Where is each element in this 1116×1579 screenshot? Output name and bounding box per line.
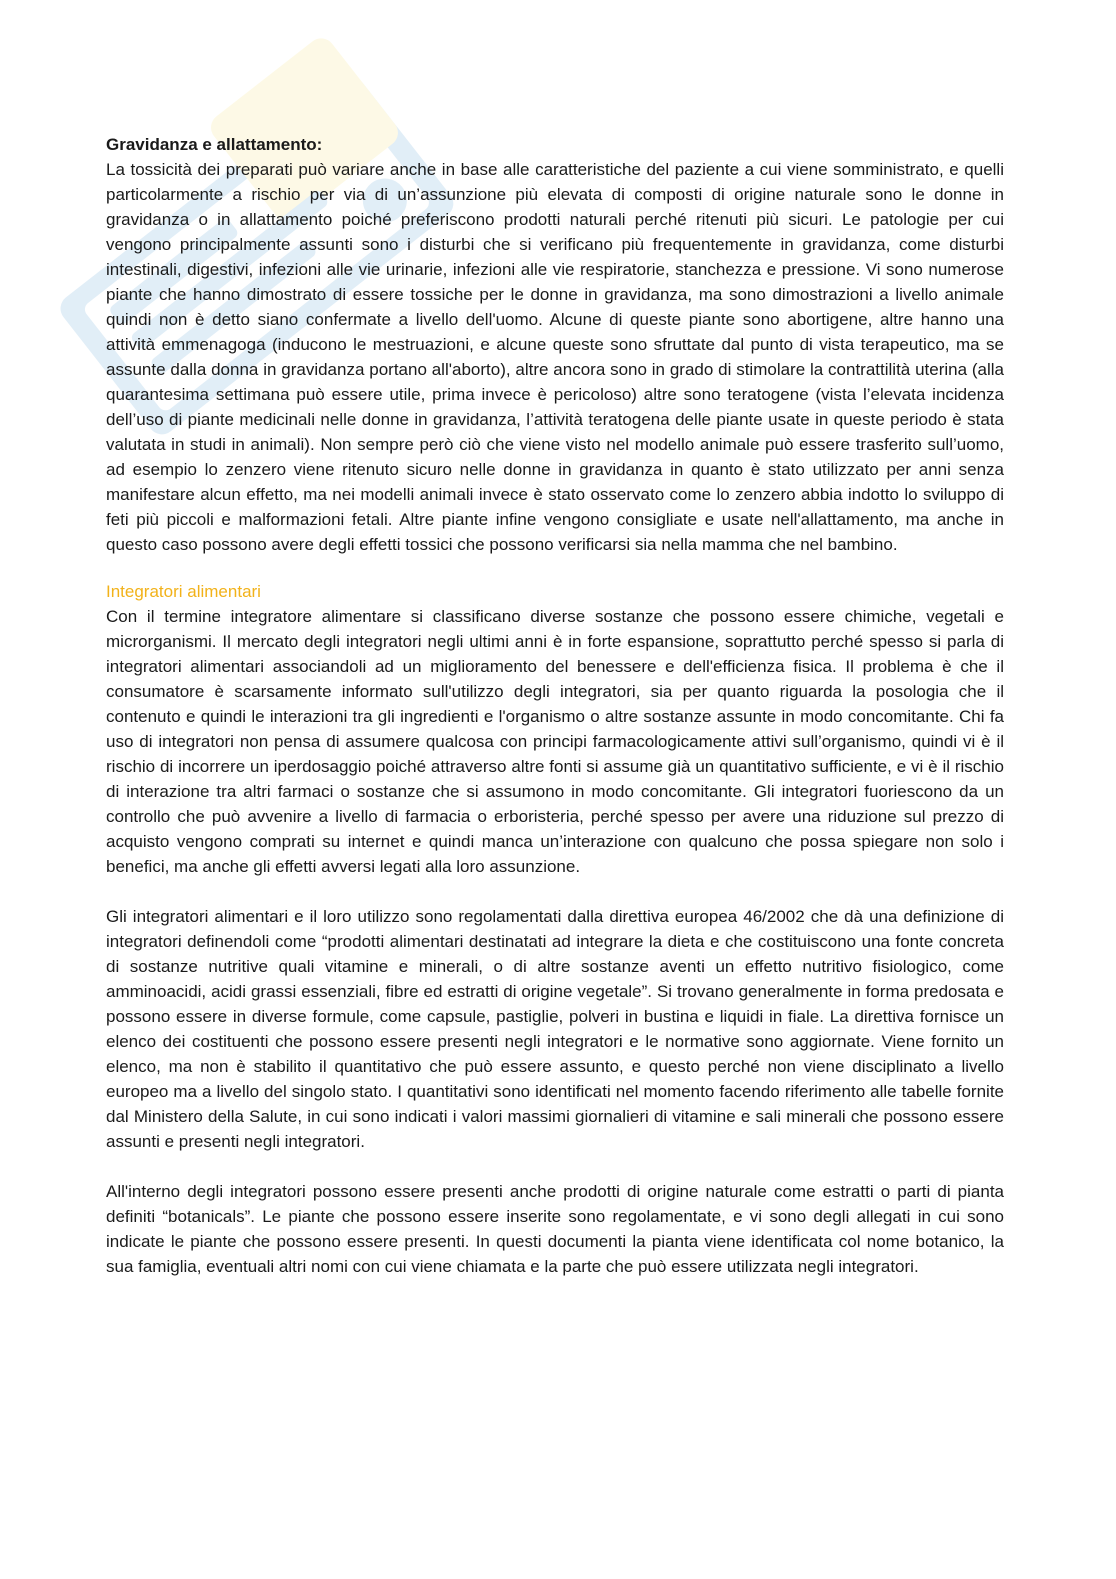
paragraph-supplements-1: Con il termine integratore alimentare si classificano diverse sostanze che possono essere chimiche, vegetali e microrganismi. Il mercato degli integratori negli ultimi anni è in forte espansione, soprattutto perché spesso si parla di integratori alimentari associandoli ad un miglioramento del benessere e dell'efficienza fisica. Il problema è che il consumatore è scarsamente informato sull'utilizzo degli integratori, sia per quanto riguarda la posologia che il contenuto e quindi le interazioni tra gli ingredienti e l'organismo o altre sostanze assunte in modo concomitante. Chi fa uso di integratori non pensa di assumere qualcosa con principi farmacologicamente attivi sull’organismo, quindi vi è il rischio di incorrere un iperdosaggio poiché attraverso altre fonti si assume già un quantitativo sufficiente, e vi è il rischio di interazione tra altri farmaci o sostanze che si assumono in modo concomitante. Gli integratori fuoriescono da un controllo che può avvenire a livello di farmacia o erboristeria, perché spesso per avere una riduzione sul prezzo di acquisto vengono comprati su internet e quindi manca un’interazione con qualcuno che possa spiegare non solo i benefici, ma anche gli effetti avversi legati alla loro assunzione.: [106, 607, 1004, 876]
spacer: [106, 1154, 1004, 1179]
paragraph-supplements-3: All'interno degli integratori possono essere presenti anche prodotti di origine naturale come estratti o parti di pianta definiti “botanicals”. Le piante che possono essere inserite sono regolamentate, e vi sono degli allegati in cui sono indicate le piante che possono essere presenti. In questi documenti la pianta viene identificata col nome botanico, la sua famiglia, eventuali altri nomi con cui viene chiamata e la parte che può essere utilizzata negli integratori.: [106, 1182, 1004, 1276]
paragraph-supplements-2: Gli integratori alimentari e il loro utilizzo sono regolamentati dalla direttiva europea 46/2002 che dà una definizione di integratori definendoli come “prodotti alimentari destinatati ad integrare la dieta e che costituiscono una fonte concreta di sostanze nutritive quali vitamine e minerali, o di altre sostanze aventi un effetto nutritivo fisiologico, come amminoacidi, acidi grassi essenziali, fibre ed estratti di origine vegetale”. Si trovano generalmente in forma predosata e possono essere in diverse formule, come capsule, pastiglie, polveri in bustina e liquidi in fiale. La direttiva fornisce un elenco dei costituenti che possono essere presenti negli integratori e le normative sono aggiornate. Viene fornito un elenco, ma non è stabilito il quantitativo che può essere assunto, e questo perché non viene disciplinato a livello europeo ma a livello del singolo stato. I quantitativi sono identificati nel momento facendo riferimento alle tabelle fornite dal Ministero della Salute, in cui sono indicati i valori massimi giornalieri di vitamine e sali minerali che possono essere assunti e presenti negli integratori.: [106, 907, 1004, 1151]
spacer: [106, 557, 1004, 579]
section-title-supplements: Integratori alimentari: [106, 582, 261, 601]
document-page: [106, 132, 1004, 1279]
section-title-pregnancy: Gravidanza e allattamento:: [106, 135, 323, 154]
paragraph-pregnancy: La tossicità dei preparati può variare anche in base alle caratteristiche del paziente a cui viene somministrato, e quelli particolarmente a rischio per via di un’assunzione più elevata di composti di origine naturale sono le donne in gravidanza o in allattamento poiché preferiscono prodotti naturali perché ritenuti più sicuri. Le patologie per cui vengono principalmente assunti sono i disturbi che si verificano più frequentemente in gravidanza, come disturbi intestinali, digestivi, infezioni alle vie urinarie, infezioni alle vie respiratorie, stanchezza e pressione. Vi sono numerose piante che hanno dimostrato di essere tossiche per le donne in gravidanza, ma sono dimostrazioni a livello animale quindi non è detto siano confermate a livello dell'uomo. Alcune di queste piante sono abortigene, altre hanno una attività emmenagoga (inducono le mestruazioni, e alcune queste sono sfruttate dal punto di vista terapeutico, ma se assunte dalla donna in gravidanza portano all'aborto), altre ancora sono in grado di stimolare la contrattilità uterina (alla quarantesima settimana può essere utile, prima invece è pericoloso) altre sono teratogene (vista l’elevata incidenza dell’uso di piante medicinali nelle donne in gravidanza, l’attività teratogena delle piante usate in queste periodo è stata valutata in studi in animali). Non sempre però ciò che viene visto nel modello animale può essere trasferito sull’uomo, ad esempio lo zenzero viene ritenuto sicuro nelle donne in gravidanza in quanto è stato utilizzato per anni senza manifestare alcun effetto, ma nei modelli animali invece è stato osservato come lo zenzero abbia indotto lo sviluppo di feti più piccoli e malformazioni fetali. Altre piante infine vengono consigliate e usate nell'allattamento, ma anche in questo caso possono avere degli effetti tossici che possono verificarsi sia nella mamma che nel bambino.: [106, 160, 1004, 554]
spacer: [106, 879, 1004, 904]
